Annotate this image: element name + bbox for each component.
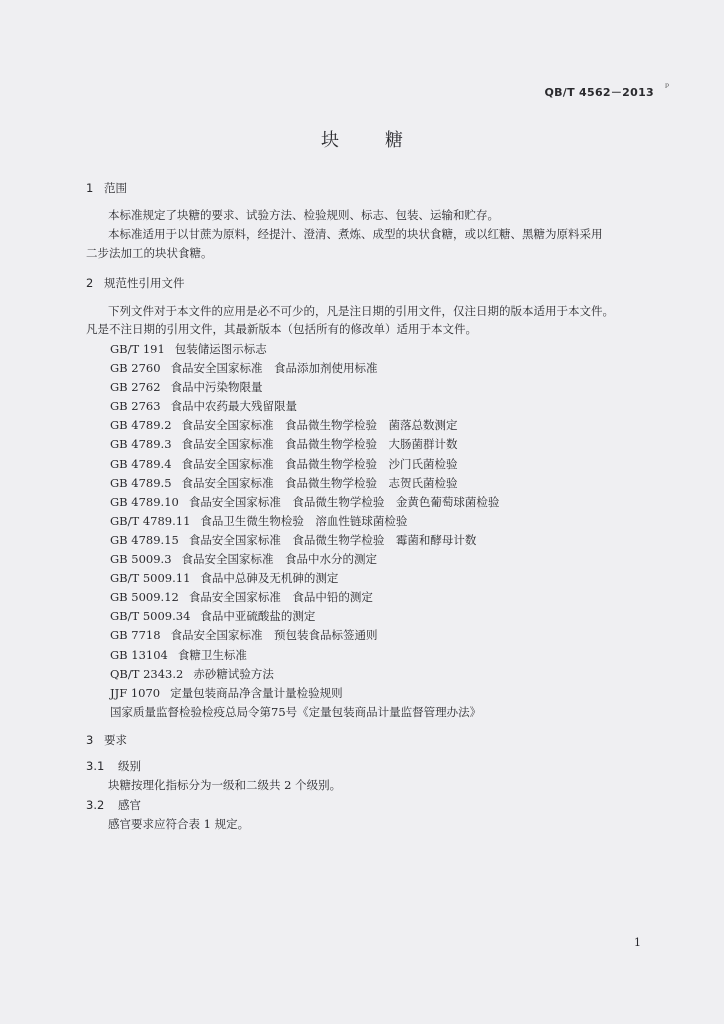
reference-name: 食品中污染物限量	[170, 380, 263, 395]
reference-name: 食品安全国家标准 食品微生物学检验 沙门氏菌检验	[181, 456, 458, 471]
subsection-number: 3.2	[86, 798, 105, 812]
reference-name: 食品安全国家标准 预包装食品标签通则	[170, 628, 378, 643]
paragraph: 下列文件对于本文件的应用是必不可少的，凡是注日期的引用文件，仅注日期的版本适用于本文件。	[108, 304, 614, 318]
scan-speck: ᵖ	[665, 82, 669, 93]
reference-name: 定量包装商品净含量计量检验规则	[170, 685, 343, 700]
reference-item	[110, 455, 499, 474]
reference-code: GB 4789.10	[110, 494, 179, 509]
paragraph: 感官要求应符合表 1 规定。	[108, 817, 250, 831]
reference-item	[110, 588, 499, 607]
reference-code: GB 4789.15	[110, 532, 179, 547]
reference-code: GB/T 191	[110, 342, 165, 356]
subsection-3-1-heading	[86, 758, 141, 774]
reference-item	[110, 607, 499, 626]
reference-item	[110, 378, 499, 397]
reference-item	[110, 493, 499, 512]
page-number: 1	[634, 936, 641, 949]
reference-item	[110, 550, 499, 569]
standard-code: QB/T 4562－2013	[544, 86, 654, 99]
reference-name: 食品安全国家标准 食品中铅的测定	[188, 590, 373, 605]
paragraph: 二步法加工的块状食糖。	[86, 246, 213, 260]
reference-name: 食品安全国家标准 食品微生物学检验 金黄色葡萄球菌检验	[188, 494, 500, 509]
reference-name: 赤砂糖试验方法	[193, 666, 274, 681]
reference-name: 食品安全国家标准 食品中水分的测定	[181, 552, 378, 567]
reference-name: 食品中总砷及无机砷的测定	[200, 571, 339, 586]
reference-code: GB 2760	[110, 361, 161, 376]
reference-item	[110, 512, 499, 531]
section-2-heading	[86, 275, 185, 291]
reference-name: 食品中农药最大残留限量	[170, 399, 298, 414]
reference-name: 食品安全国家标准 食品微生物学检验 霉菌和酵母计数	[188, 532, 477, 547]
reference-item	[110, 684, 499, 703]
section-3-heading	[86, 732, 127, 748]
reference-name: 国家质量监督检验检疫总局令第75号《定量包装商品计量监督管理办法》	[110, 704, 482, 719]
section-title: 范围	[104, 181, 127, 195]
subsection-title: 感官	[118, 798, 141, 812]
reference-code: GB 13104	[110, 647, 168, 662]
reference-name: 食品卫生微生物检验 溶血性链球菌检验	[200, 513, 408, 528]
document-title: 块 糖	[321, 130, 417, 151]
reference-code: GB/T 4789.11	[110, 513, 191, 528]
reference-code: GB 4789.4	[110, 456, 172, 471]
section-number: 2	[86, 276, 94, 290]
reference-item	[110, 665, 499, 684]
reference-name: 食品安全国家标准 食品添加剂使用标准	[170, 361, 378, 376]
reference-code: GB/T 5009.11	[110, 571, 191, 586]
reference-item	[110, 435, 499, 454]
section-1-heading	[86, 180, 127, 196]
reference-code: JJF 1070	[110, 685, 161, 700]
subsection-number: 3.1	[86, 759, 105, 773]
reference-item	[110, 569, 499, 588]
reference-item	[110, 359, 499, 378]
reference-code: GB/T 5009.34	[110, 609, 191, 624]
section-title: 规范性引用文件	[104, 276, 185, 290]
reference-item	[110, 474, 499, 493]
reference-code: QB/T 2343.2	[110, 666, 184, 681]
subsection-title: 级别	[118, 759, 141, 773]
paragraph: 块糖按理化指标分为一级和二级共 2 个级别。	[108, 778, 342, 792]
section-number: 3	[86, 733, 94, 747]
reference-item	[110, 397, 499, 416]
section-number: 1	[86, 181, 94, 195]
reference-name: 食品中亚硫酸盐的测定	[200, 609, 316, 624]
reference-name: 食品安全国家标准 食品微生物学检验 志贺氏菌检验	[181, 475, 458, 490]
reference-item	[110, 340, 499, 359]
reference-name: 食糖卫生标准	[177, 647, 247, 662]
reference-code: GB 4789.5	[110, 475, 172, 490]
reference-item	[110, 703, 499, 722]
paragraph: 本标准规定了块糖的要求、试验方法、检验规则、标志、包装、运输和贮存。	[108, 208, 499, 222]
subsection-3-2-heading	[86, 797, 141, 813]
section-title: 要求	[104, 733, 127, 747]
reference-item	[110, 626, 499, 645]
reference-item	[110, 646, 499, 665]
reference-name: 食品安全国家标准 食品微生物学检验 菌落总数测定	[181, 418, 458, 433]
reference-code: GB 4789.3	[110, 437, 172, 452]
reference-code: GB 7718	[110, 628, 161, 643]
reference-code: GB 2763	[110, 399, 161, 414]
reference-item	[110, 531, 499, 550]
reference-code: GB 2762	[110, 380, 161, 395]
reference-code: GB 5009.3	[110, 552, 172, 567]
reference-name: 包装储运图示标志	[174, 342, 267, 356]
reference-list	[110, 340, 499, 722]
reference-code: GB 5009.12	[110, 590, 179, 605]
paragraph: 本标准适用于以甘蔗为原料，经提汁、澄清、煮炼、成型的块状食糖，或以红糖、黑糖为原料采用	[108, 227, 603, 241]
paragraph: 凡是不注日期的引用文件，其最新版本（包括所有的修改单）适用于本文件。	[86, 322, 477, 336]
reference-name: 食品安全国家标准 食品微生物学检验 大肠菌群计数	[181, 437, 458, 452]
reference-item	[110, 416, 499, 435]
reference-code: GB 4789.2	[110, 418, 172, 433]
